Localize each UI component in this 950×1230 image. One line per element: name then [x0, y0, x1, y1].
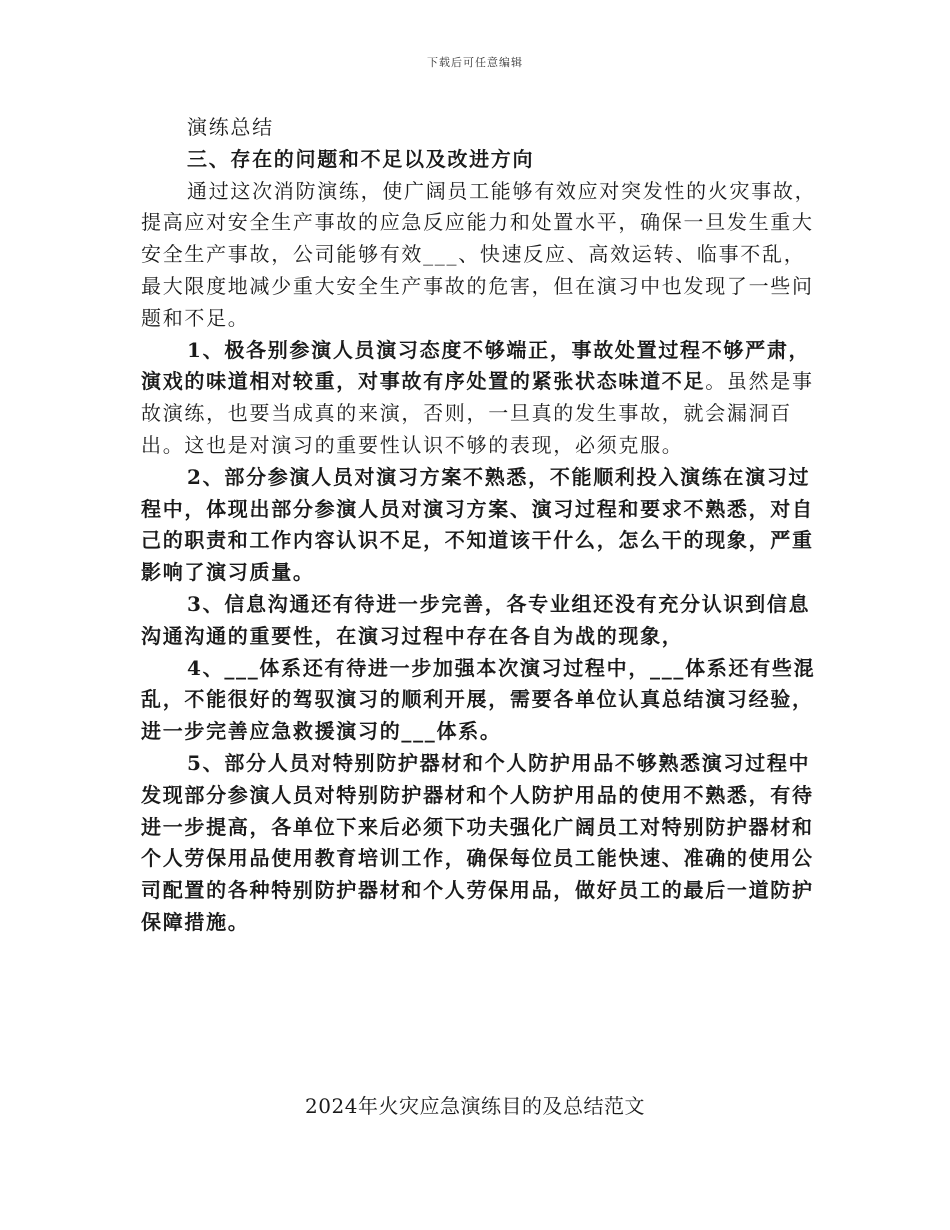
- item-1-rest-text: 。虽然是事故演练，也要当成真的来演，否则，一旦真的发生事故，就会漏洞百出。这也是对演习的重要性认识不够的表现，必须克服。: [141, 369, 814, 457]
- item-1-bold-text: 1、极各别参演人员演习态度不够端正，事故处置过程不够严肃，演戏的味道相对较重，对事故有序处置的紧张状态味道不足: [141, 337, 811, 394]
- item-5-paragraph: 5、部分人员对特别防护器材和个人防护用品不够熟悉演习过程中发现部分参演人员对特别防护器材和个人防护用品的使用不熟悉，有待进一步提高，各单位下来后必须下功夫强化广阔员工对特别防护器材和个人劳保用品使用教育培训工作，确保每位员工能快速、准确的使用公司配置的各种特别防护器材和个人劳保用品，做好员工的最后一道防护保障措施。: [141, 750, 814, 934]
- intro-paragraph: 通过这次消防演练，使广阔员工能够有效应对突发性的火灾事故，提高应对安全生产事故的应急反应能力和处置水平，确保一旦发生重大安全生产事故，公司能够有效___、快速反应、高效运转、临事不乱，最大限度地减少重大安全生产事故的危害，但在演习中也发现了一些问题和不足。: [141, 178, 817, 330]
- page-header-note: 下载后可任意编辑: [427, 56, 523, 69]
- section-heading: 三、存在的问题和不足以及改进方向: [187, 146, 535, 171]
- title-line: 演练总结: [187, 115, 274, 139]
- item-1-paragraph: [141, 335, 821, 462]
- item-2-paragraph: 2、部分参演人员对演习方案不熟悉，不能顺利投入演练在演习过程中，体现出部分参演人员对演习方案、演习过程和要求不熟悉，对自己的职责和工作内容认识不足，不知道该干什么，怎么干的现象，严重影响了演习质量。: [141, 464, 814, 585]
- item-3-paragraph: 3、信息沟通还有待进一步完善，各专业组还没有充分认识到信息沟通沟通的重要性，在演习过程中存在各自为战的现象，: [141, 591, 811, 648]
- document-body: [141, 112, 821, 939]
- next-document-title: 2024年火灾应急演练目的及总结范文: [305, 1094, 645, 1118]
- item-4-paragraph: 4、___体系还有待进一步加强本次演习过程中，___体系还有些混乱，不能很好的驾驭演习的顺利开展，需要各单位认真总结演习经验，进一步完善应急救援演习的___体系。: [141, 655, 816, 744]
